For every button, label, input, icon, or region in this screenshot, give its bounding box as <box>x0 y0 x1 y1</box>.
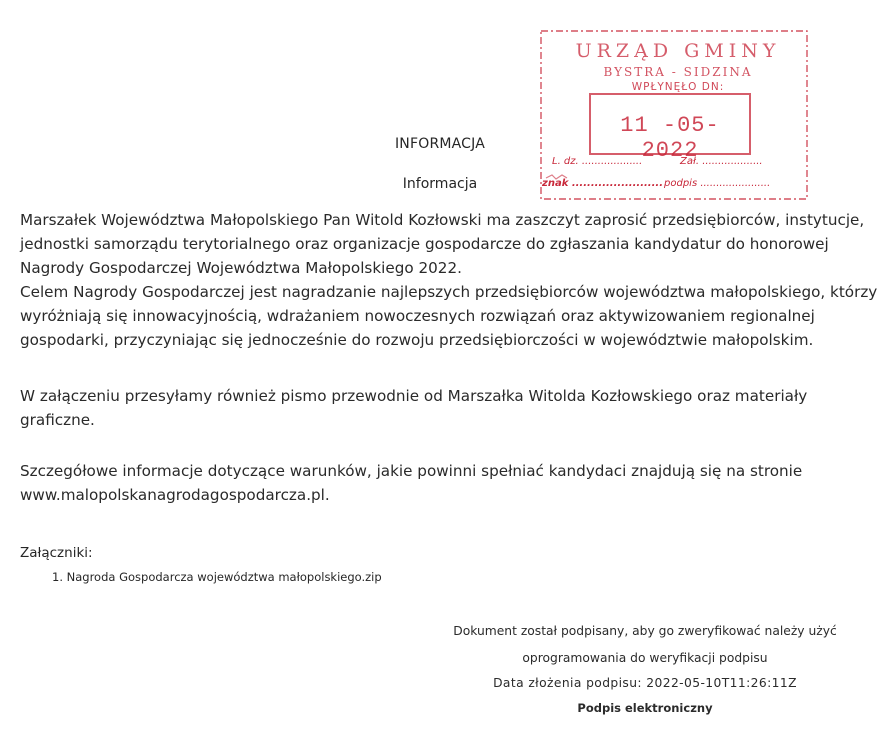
stamp-office-name: URZĄD GMINY <box>575 40 781 62</box>
details-text: Szczegółowe informacje dotyczące warunków, jakie powinni spełniać kandydaci znajdują się na stronie <box>20 462 803 480</box>
attachments-list <box>52 570 382 584</box>
signature-date: Data złożenia podpisu: 2022-05-10T11:26:11Z <box>493 676 797 690</box>
incoming-mail-stamp <box>540 28 810 202</box>
body-paragraph-attachment-note <box>20 384 880 432</box>
attachment-note-text: W załączeniu przesyłamy również pismo przewodnie od Marszałka Witolda Kozłowskiego oraz materiały graficzne. <box>20 387 808 429</box>
document-subtitle: Informacja <box>402 176 478 192</box>
body-paragraph-invitation: Marszałek Województwa Małopolskiego Pan Witold Kozłowski ma zaszczyt zaprosić przedsiębiorców, instytucje, jednostki samorządu terytorialnego oraz organizacje gospodarcze do zgłaszania kandydatur do honorowej Nagrody Gospodarczej Województwa Małopolskiego 2022. <box>20 211 865 277</box>
stamp-field-reference: L. dz. ................... <box>552 156 643 167</box>
electronic-signature-label: Podpis elektroniczny <box>577 701 713 715</box>
stamp-office-location: BYSTRA - SIDZINA <box>603 65 753 79</box>
body-paragraph-group <box>20 208 880 352</box>
document-title: INFORMACJA <box>394 136 486 152</box>
stamp-received-label: WPŁYNĘŁO DN: <box>631 81 725 93</box>
attachments-heading: Załączniki: <box>20 545 93 561</box>
signature-note-line1: Dokument został podpisany, aby go zweryfikować należy użyć <box>453 624 837 638</box>
attachment-item[interactable]: 1. Nagroda Gospodarcza województwa małopolskiego.zip <box>52 570 382 584</box>
body-paragraph-details <box>20 459 880 507</box>
details-website-link[interactable]: www.malopolskanagrodagospodarcza.pl. <box>20 486 330 504</box>
body-paragraph-purpose: Celem Nagrody Gospodarczej jest nagradzanie najlepszych przedsiębiorców województwa małopolskiego, którzy wyróżniają się innowacyjnością, wdrażaniem nowoczesnych rozwiązań oraz aktywizowaniem regionalnej gospodarki, przyczyniając się jednocześnie do rozwoju przedsiębiorczości w województwie małopolskim. <box>20 283 878 349</box>
stamp-field-mark: znak ........................ <box>542 178 663 189</box>
signature-note-line2: oprogramowania do weryfikacji podpisu <box>522 651 768 665</box>
stamp-date: 11 -05- 2022 <box>620 113 720 163</box>
stamp-field-attachments: Zał. ................... <box>680 156 763 167</box>
stamp-field-signature: podpis ...................... <box>664 178 771 189</box>
